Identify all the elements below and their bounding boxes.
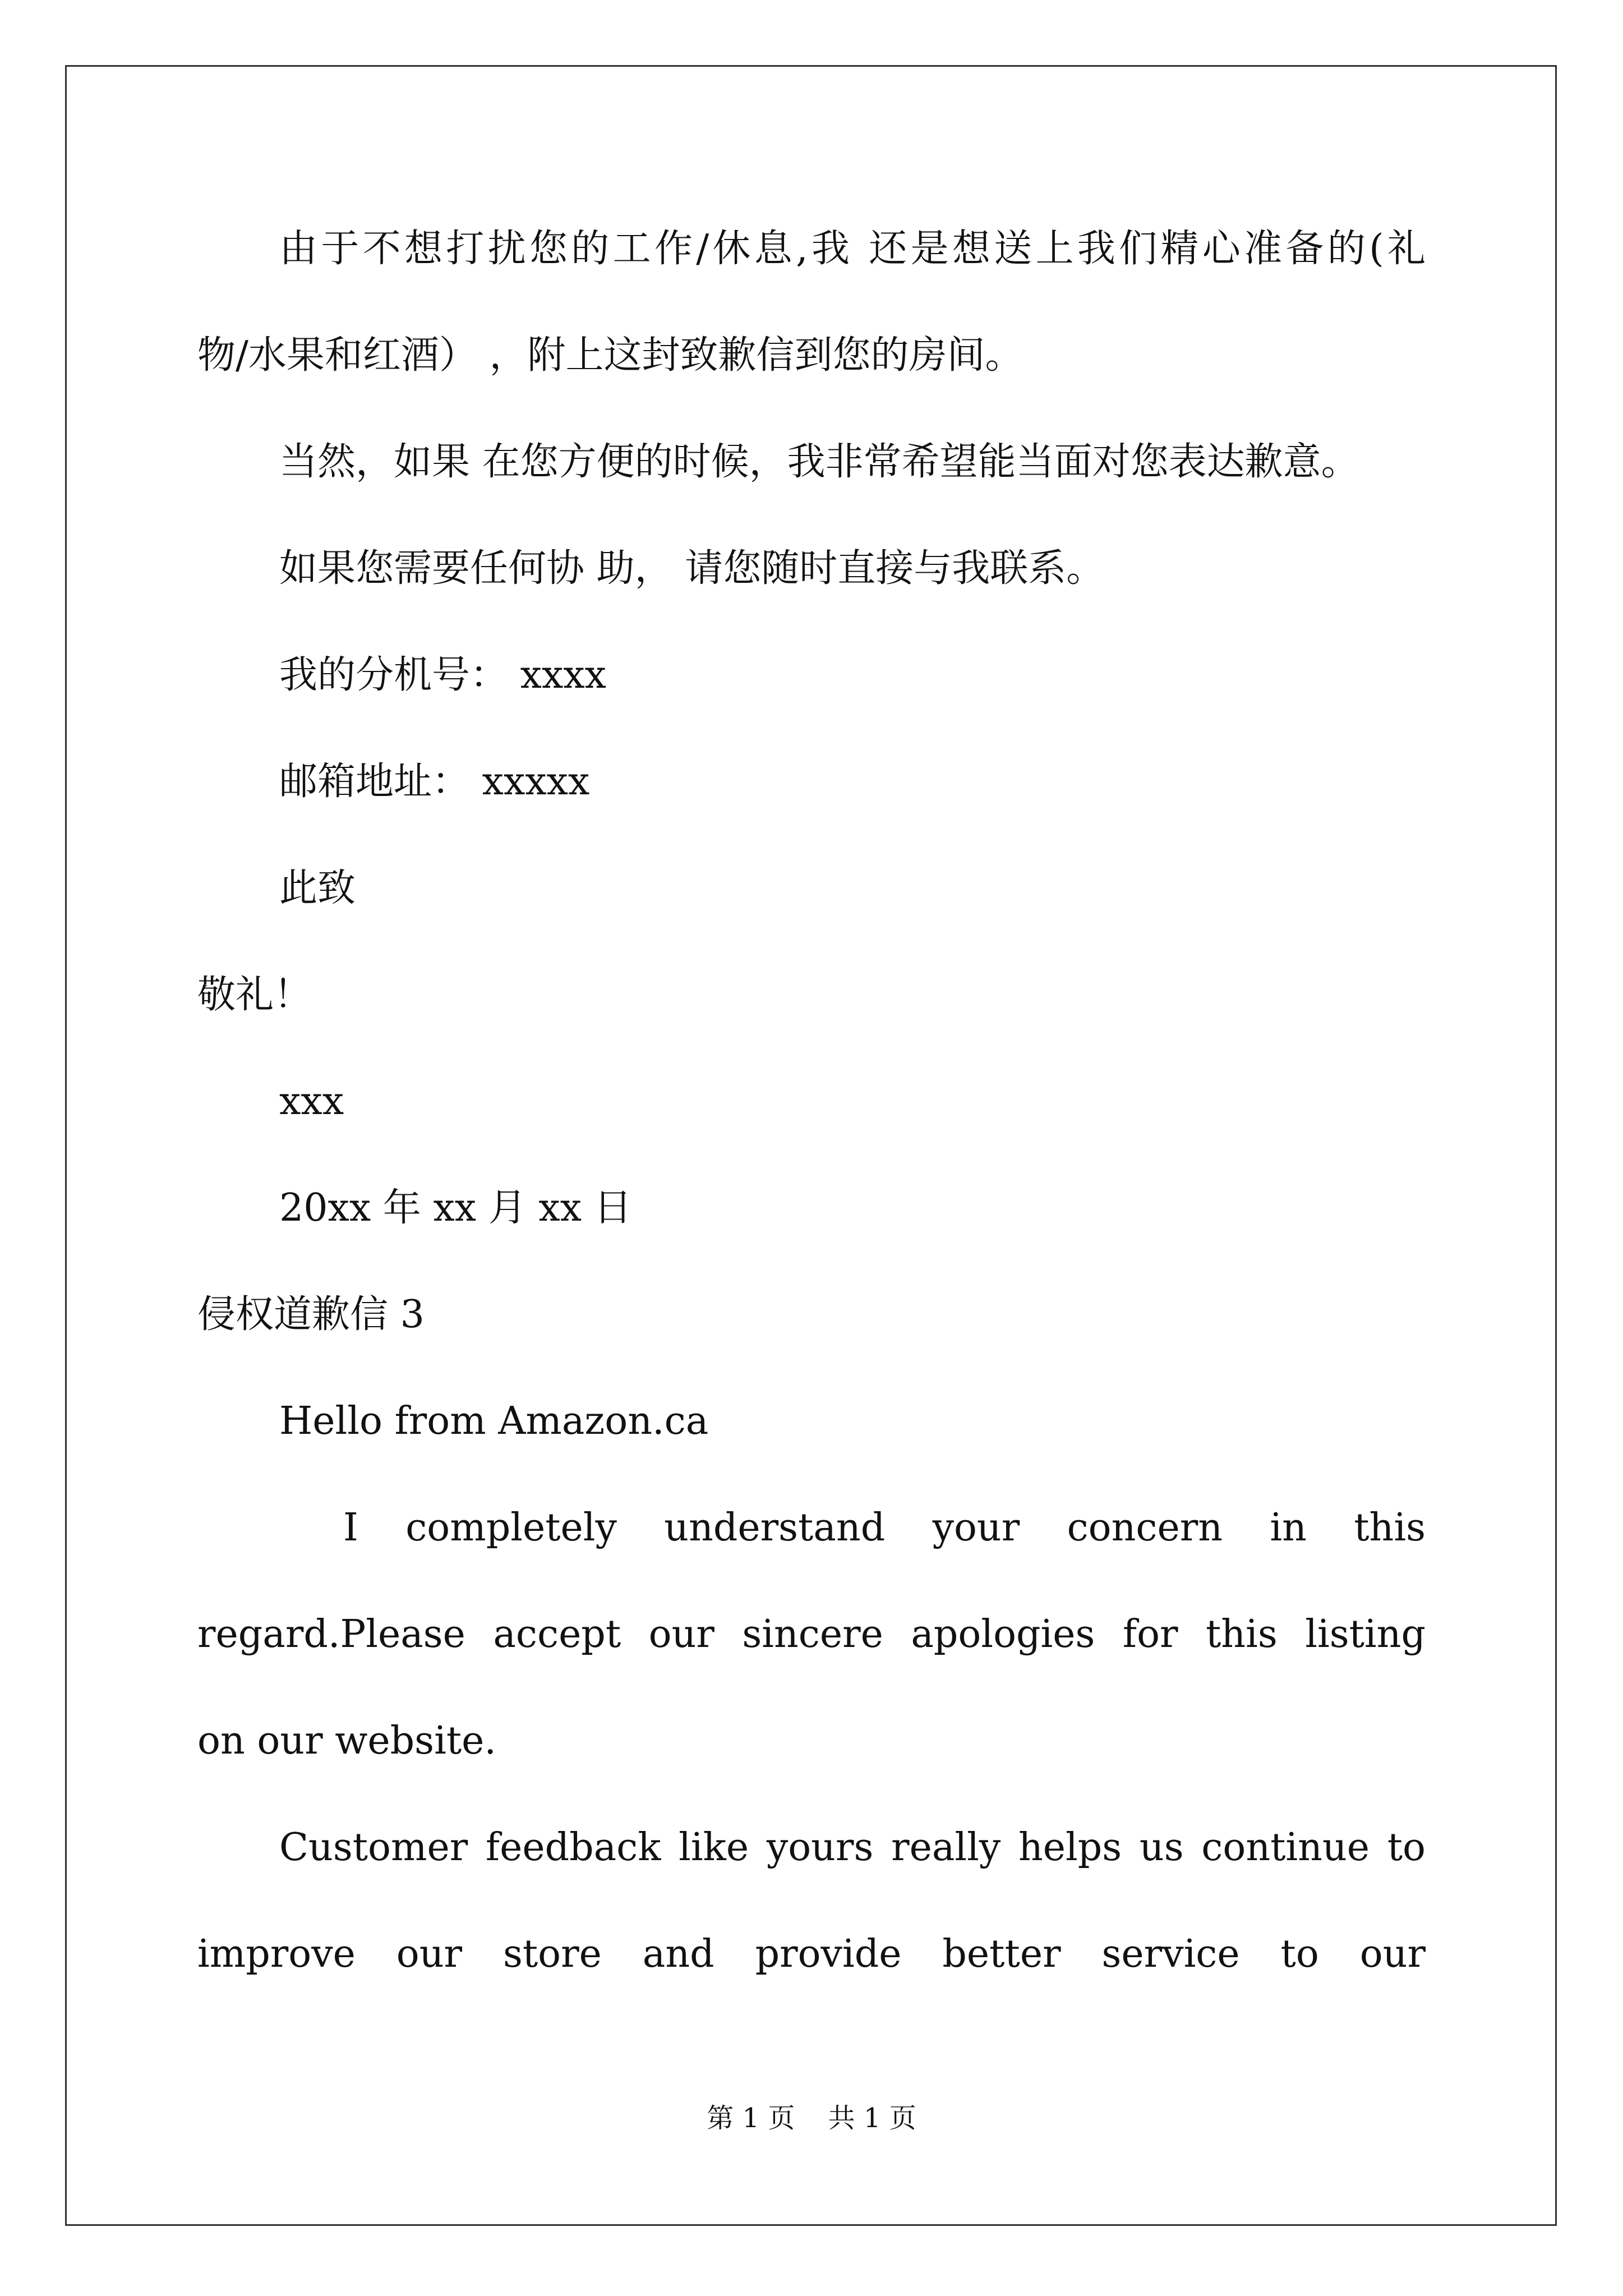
paragraph-line: regard.Please accept our sincere apologies for this listing (197, 1612, 1426, 1657)
section-heading: 侵权道歉信 3 (197, 1292, 425, 1337)
page-number: 第 1 页 (707, 2102, 795, 2134)
paragraph-line: 由于不想打扰您的工作/休息,我 还是想送上我们精心准备的(礼 (279, 227, 1426, 271)
paragraph-line: Customer feedback like yours really helps us continue to (279, 1825, 1426, 1870)
paragraph-line: improve our store and provide better service to our (197, 1932, 1426, 1976)
extension-line: 我的分机号： xxxx (279, 653, 607, 697)
email-line: 邮箱地址： xxxxx (279, 760, 590, 804)
date-line: 20xx 年 xx 月 xx 日 (279, 1186, 632, 1230)
page-border (65, 65, 1557, 2226)
paragraph-line: 当然，如果 在您方便的时候，我非常希望能当面对您表达歉意。 (279, 440, 1359, 484)
paragraph-line: I completely understand your concern in this (343, 1506, 1426, 1550)
salutation-line: 敬礼！ (197, 973, 312, 1017)
page-total: 共 1 页 (828, 2102, 916, 2134)
paragraph-line: 如果您需要任何协 助， 请您随时直接与我联系。 (279, 546, 1105, 591)
greeting-line: Hello from Amazon.ca (279, 1399, 709, 1443)
paragraph-line: 物/水果和红酒） ，附上这封致歉信到您的房间。 (197, 333, 1023, 378)
closing-line: 此致 (279, 866, 356, 910)
page-footer (0, 2102, 1623, 2134)
paragraph-line: on our website. (197, 1719, 497, 1763)
signature-line: xxx (279, 1079, 344, 1124)
